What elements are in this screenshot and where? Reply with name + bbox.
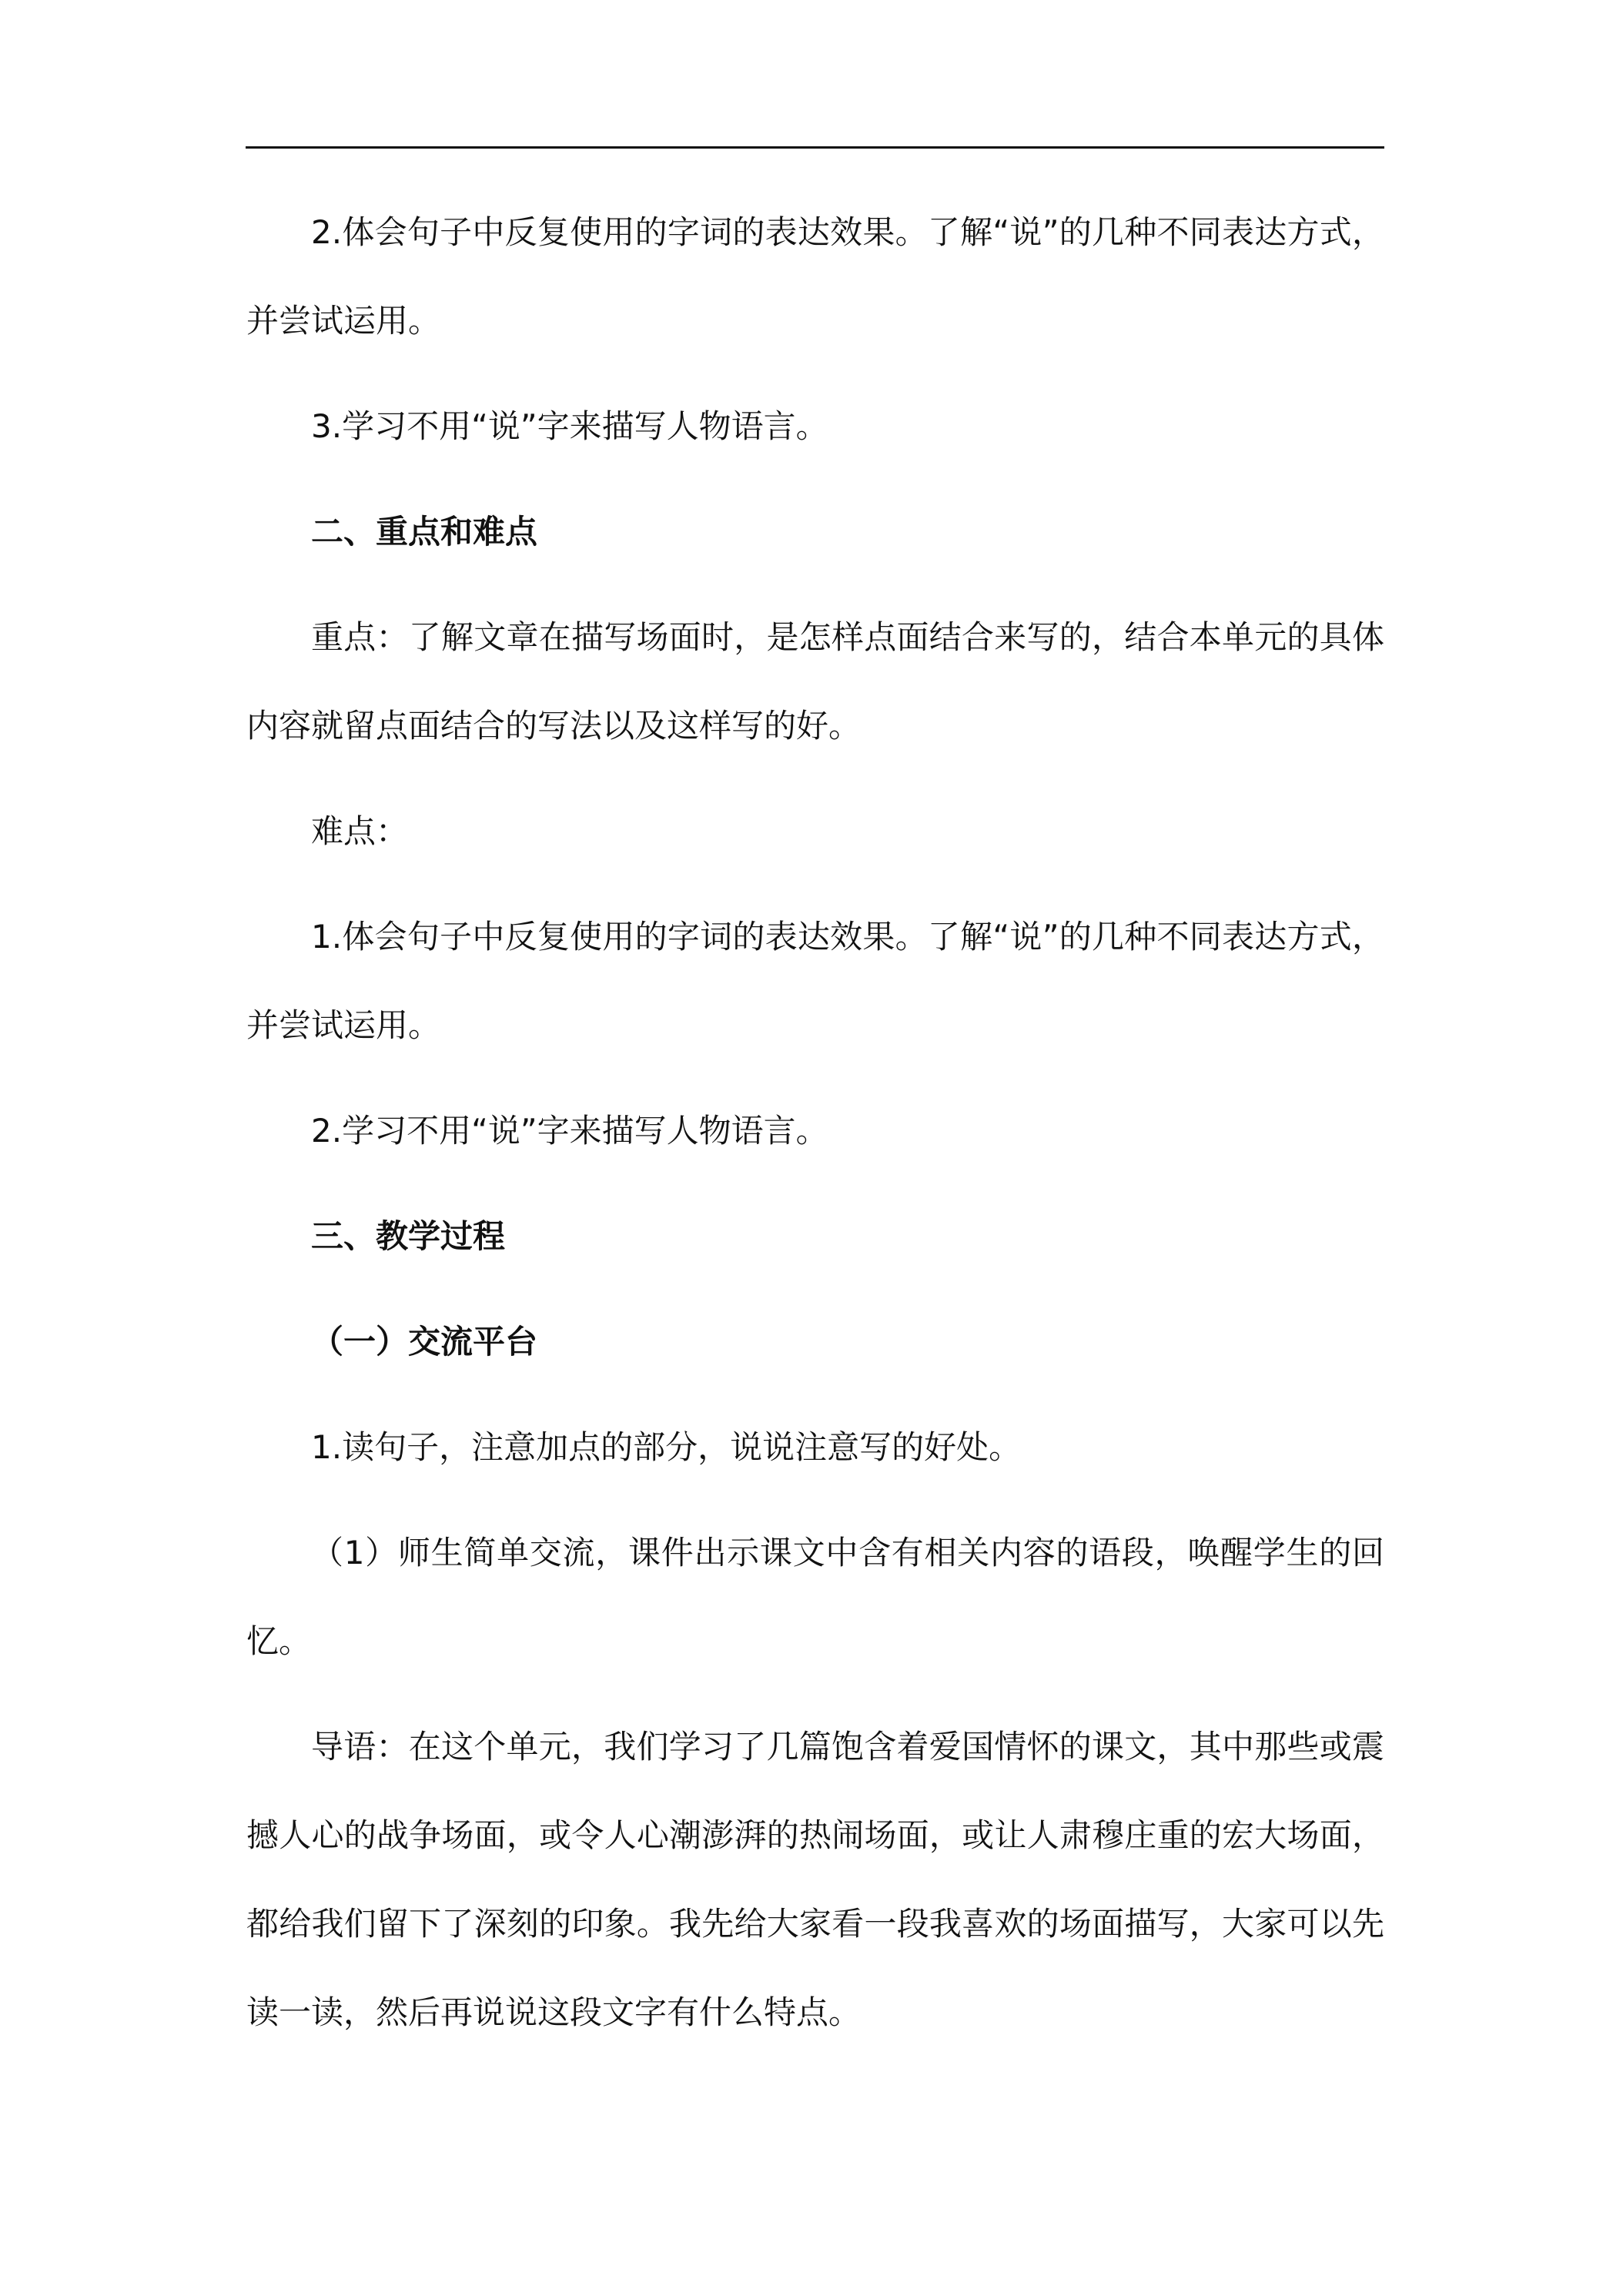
section-heading-teaching-process: 三、教学过程 bbox=[311, 1217, 506, 1255]
paragraph-difficulty-2: 2.学习不用“说”字来描写人物语言。 bbox=[311, 1112, 828, 1150]
paragraph-goal-3: 3.学习不用“说”字来描写人物语言。 bbox=[311, 407, 828, 445]
paragraph-goal-2: 2.体会句子中反复使用的字词的表达效果。了解“说”的几种不同表达方式，并尝试运用。 bbox=[246, 213, 1384, 340]
paragraph-key-point: 重点：了解文章在描写场面时，是怎样点面结合来写的，结合本单元的具体内容就留点面结合的写法以及这样写的好。 bbox=[246, 618, 1384, 745]
paragraph-step-1-1: （1）师生简单交流，课件出示课文中含有相关内容的语段，唤醒学生的回忆。 bbox=[246, 1534, 1384, 1660]
header-rule bbox=[246, 146, 1384, 149]
document-body bbox=[246, 188, 1384, 2073]
subsection-heading-exchange-platform: （一）交流平台 bbox=[311, 1323, 538, 1361]
paragraph-step-1: 1.读句子，注意加点的部分，说说注意写的好处。 bbox=[311, 1428, 1022, 1466]
paragraph-difficulty-1: 1.体会句子中反复使用的字词的表达效果。了解“说”的几种不同表达方式，并尝试运用。 bbox=[246, 918, 1384, 1044]
paragraph-difficulty-label: 难点： bbox=[311, 812, 409, 850]
paragraph-intro: 导语：在这个单元，我们学习了几篇饱含着爱国情怀的课文，其中那些或震撼人心的战争场面，或令人心潮澎湃的热闹场面，或让人肃穆庄重的宏大场面，都给我们留下了深刻的印象。我先给大家看一段我喜欢的场面描写，大家可以先读一读，然后再说说这段文字有什么特点。 bbox=[246, 1728, 1384, 2031]
section-heading-key-points: 二、重点和难点 bbox=[311, 513, 538, 551]
